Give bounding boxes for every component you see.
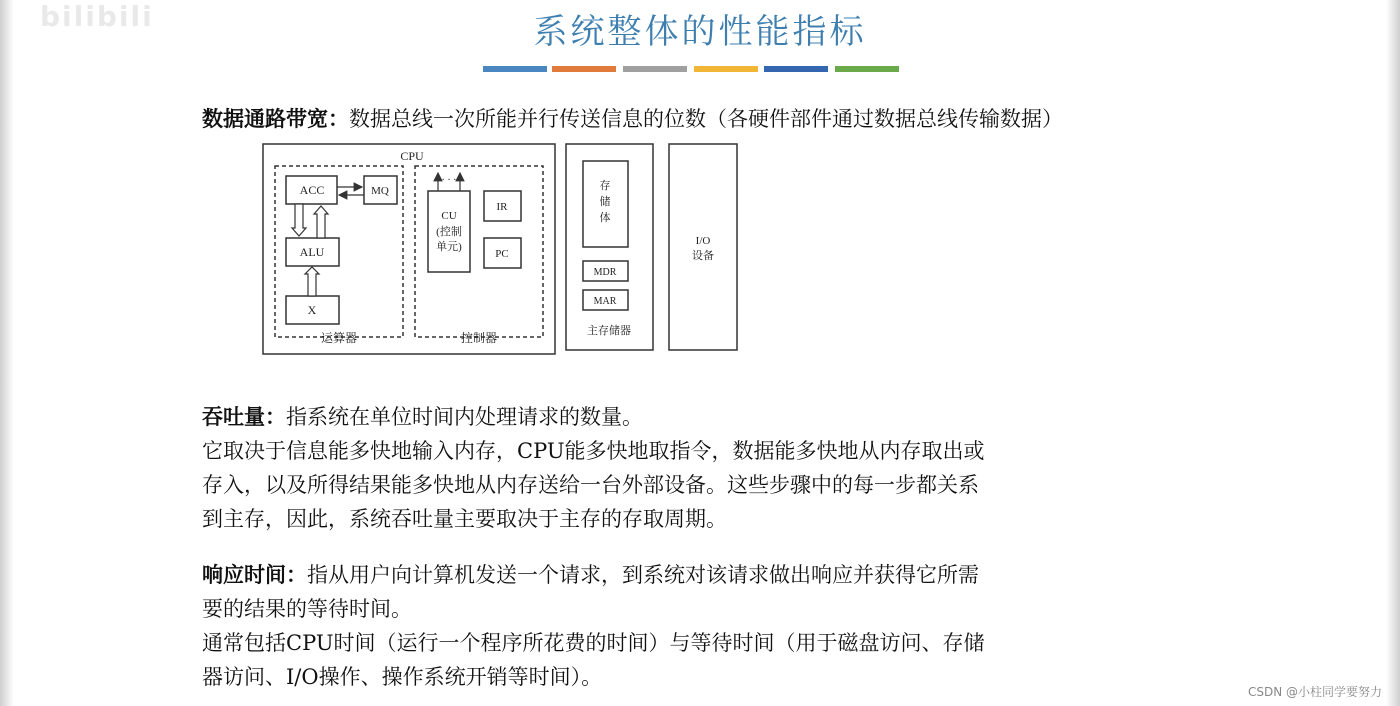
alu-label: ALU [299,245,325,259]
main-memory-label: 主存储器 [587,325,631,337]
color-bar-2 [552,66,616,72]
cu-label-2: (控制 [436,226,462,238]
io-device-box [669,144,737,350]
storage-label-2: 储 [599,196,611,208]
response-line-2: 要的结果的等待时间。 [202,597,412,621]
cpu-architecture-diagram [262,143,742,358]
bandwidth-text: 数据总线一次所能并行传送信息的位数（各硬件部件通过数据总线传输数据） [349,107,1063,131]
throughput-line-1: 吞吐量：指系统在单位时间内处理请求的数量。 [202,405,643,429]
throughput-section [202,400,985,536]
mar-label: MAR [593,296,617,307]
bandwidth-heading: 数据通路带宽： [202,107,349,131]
cu-dots: · · · [441,175,457,186]
storage-label-1: 存 [599,180,611,192]
bilibili-watermark: bilibili [40,0,154,33]
response-section [202,558,985,694]
color-bar-5 [764,66,828,72]
response-line-3: 通常包括CPU时间（运行一个程序所花费的时间）与等待时间（用于磁盘访问、存储 [202,631,985,655]
io-label-2: 设备 [692,250,714,262]
color-bar-6 [835,66,899,72]
cpu-label: CPU [400,149,424,163]
throughput-heading: 吞吐量： [202,405,286,429]
response-line-1: 响应时间：指从用户向计算机发送一个请求，到系统对该请求做出响应并获得它所需 [202,563,979,587]
color-bar-3 [623,66,687,72]
acc-label: ACC [299,183,325,197]
response-line-4: 器访问、I/O操作、操作系统开销等时间）。 [202,665,603,689]
storage-label-3: 体 [599,212,611,224]
color-bar-4 [694,66,758,72]
cu-label-3: 单元) [436,241,462,253]
mq-label: MQ [371,185,389,197]
ir-label: IR [496,201,508,213]
bandwidth-section [202,102,1063,136]
cu-label-1: CU [441,210,457,222]
throughput-line-3: 存入，以及所得结果能多快地从内存送给一台外部设备。这些步骤中的每一步都关系 [202,473,979,497]
throughput-line-2: 它取决于信息能多快地输入内存，CPU能多快地取指令，数据能多快地从内存取出或 [202,439,985,463]
controller-label: 控制器 [460,331,498,345]
response-heading: 响应时间： [202,563,307,587]
csdn-footer: CSDN @小柱同学要努力 [1247,685,1382,699]
throughput-line-4: 到主存，因此，系统吞吐量主要取决于主存的存取周期。 [202,507,727,531]
alu-unit-label: 运算器 [320,331,358,345]
io-label-1: I/O [695,235,711,247]
slide-title: 系统整体的性能指标 [533,12,867,52]
mdr-label: MDR [593,267,617,278]
color-bar-1 [483,66,547,72]
slide-left-edge [0,0,14,706]
x-label: X [307,303,317,317]
pc-label: PC [495,248,509,260]
slide-right-edge [1386,0,1400,706]
